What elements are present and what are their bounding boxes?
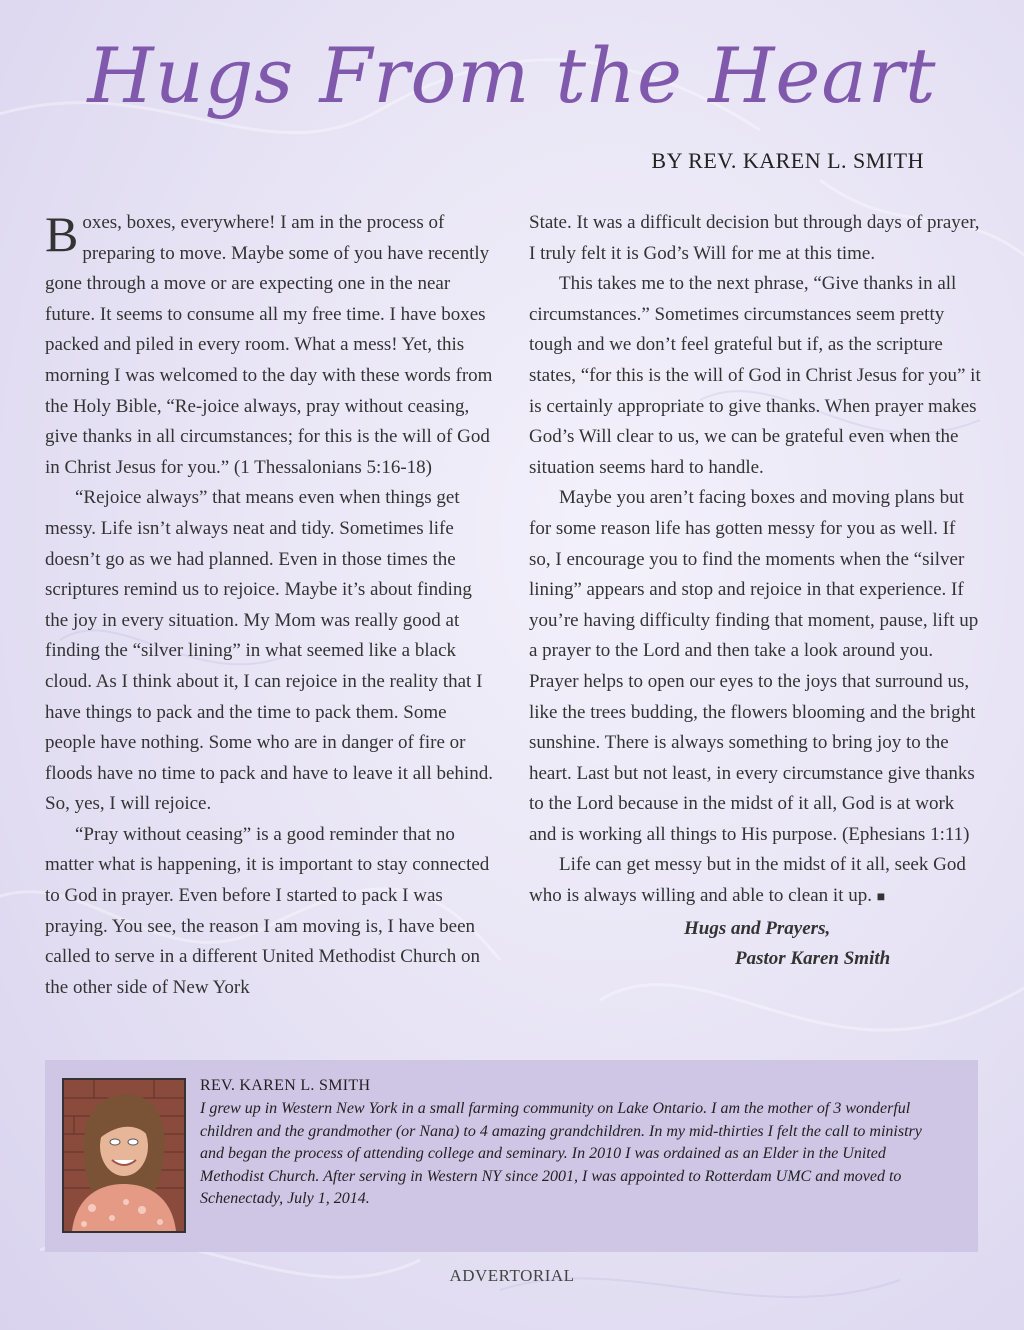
article-paragraph — [45, 208, 497, 483]
article-paragraph: State. It was a difficult decision but through days of prayer, I truly felt it is God’s Will for me at this time. — [529, 212, 980, 264]
signoff-name: Pastor Karen Smith — [735, 948, 891, 970]
article-left-column — [45, 208, 497, 1003]
page-title: Hugs From the Heart — [87, 31, 937, 120]
paragraph-text: Life can get messy but in the midst of it all, seek God who is always willing and able to clean it up. — [529, 854, 966, 907]
end-mark-icon: ■ — [876, 890, 886, 906]
author-byline: BY REV. KAREN L. SMITH — [651, 148, 924, 173]
paragraph-text: oxes, boxes, everywhere! I am in the process of preparing to move. Maybe some of you have recently gone through a move or are expecting one in the near future. It seems to consume all my free time. I have boxes packed and piled in every room. What a mess! Yet, this morning I was welcomed to the day with these words from the Holy Bible, “Re-joice always, pray without ceasing, give thanks in all circumstances; for this is the will of God in Christ Jesus for you.” (1 Thessalonians 5:16-18) — [45, 212, 493, 478]
article-paragraph: Maybe you aren’t facing boxes and moving plans but for some reason life has gotten messy for you as well. If so, I encourage you to find the moments when the “silver lining” appears and stop and rejoice in that experience. If you’re having difficulty finding that moment, pause, lift up a prayer to the Lord and then take a look around you. Prayer helps to open our eyes to the joys that surround us, like the trees budding, the flowers blooming and the bright sunshine. There is always something to bring joy to the heart. Last but not least, in every circumstance give thanks to the Lord because in the midst of it all, God is at work and is working all things to His purpose. (Ephesians 1:11) — [529, 487, 979, 845]
author-bio-box — [45, 1060, 978, 1252]
article-paragraph — [529, 850, 981, 913]
article-paragraph: “Rejoice always” that means even when things get messy. Life isn’t always neat and tidy. Sometimes life doesn’t go as we had planned. Even in those times the scriptures remind us to rejoice. Maybe it’s about finding the joy in every situation. My Mom was really good at finding the “silver lining” in what seemed like a black cloud. As I think about it, I can rejoice in the reality that I have things to pack and the time to pack them. Some people have nothing. Some who are in danger of fire or floods have no time to pack and have to leave it all behind. So, yes, I will rejoice. — [45, 487, 493, 815]
article-paragraph: This takes me to the next phrase, “Give thanks in all circumstances.” Sometimes circumstances seem pretty tough and we don’t feel grateful but if, as the scripture states, “for this is the will of God in Christ Jesus for you” it is certainly appropriate to give thanks. When prayer makes God’s Will clear to us, we can be grateful even when the situation seems hard to handle. — [529, 273, 981, 478]
drop-cap: B — [45, 206, 79, 262]
article-right-column — [529, 208, 981, 975]
signoff-greeting: Hugs and Prayers, — [684, 917, 831, 939]
footer-label: ADVERTORIAL — [449, 1266, 575, 1285]
article-paragraph: “Pray without ceasing” is a good reminder that no matter what is happening, it is important to stay connected to God in prayer. Even before I started to pack I was praying. You see, the reason I am moving is, I have been called to serve in a different United Methodist Church on the other side of New York — [45, 823, 490, 998]
bio-text: I grew up in Western New York in a small farming community on Lake Ontario. I am the mother of 3 wonderful children and the grandmother (or Nana) to 4 amazing grandchildren. In my mid-thirties I felt the call to ministry and began the process of attending college and seminary. In 2010 I was ordained as an Elder in the United Methodist Church. After serving in Western NY since 2001, I was appointed to Rotterdam UMC and moved to Schenectady, July 1, 2014. — [200, 1100, 922, 1207]
author-photo — [62, 1078, 186, 1233]
bio-author-name: REV. KAREN L. SMITH — [200, 1077, 371, 1094]
